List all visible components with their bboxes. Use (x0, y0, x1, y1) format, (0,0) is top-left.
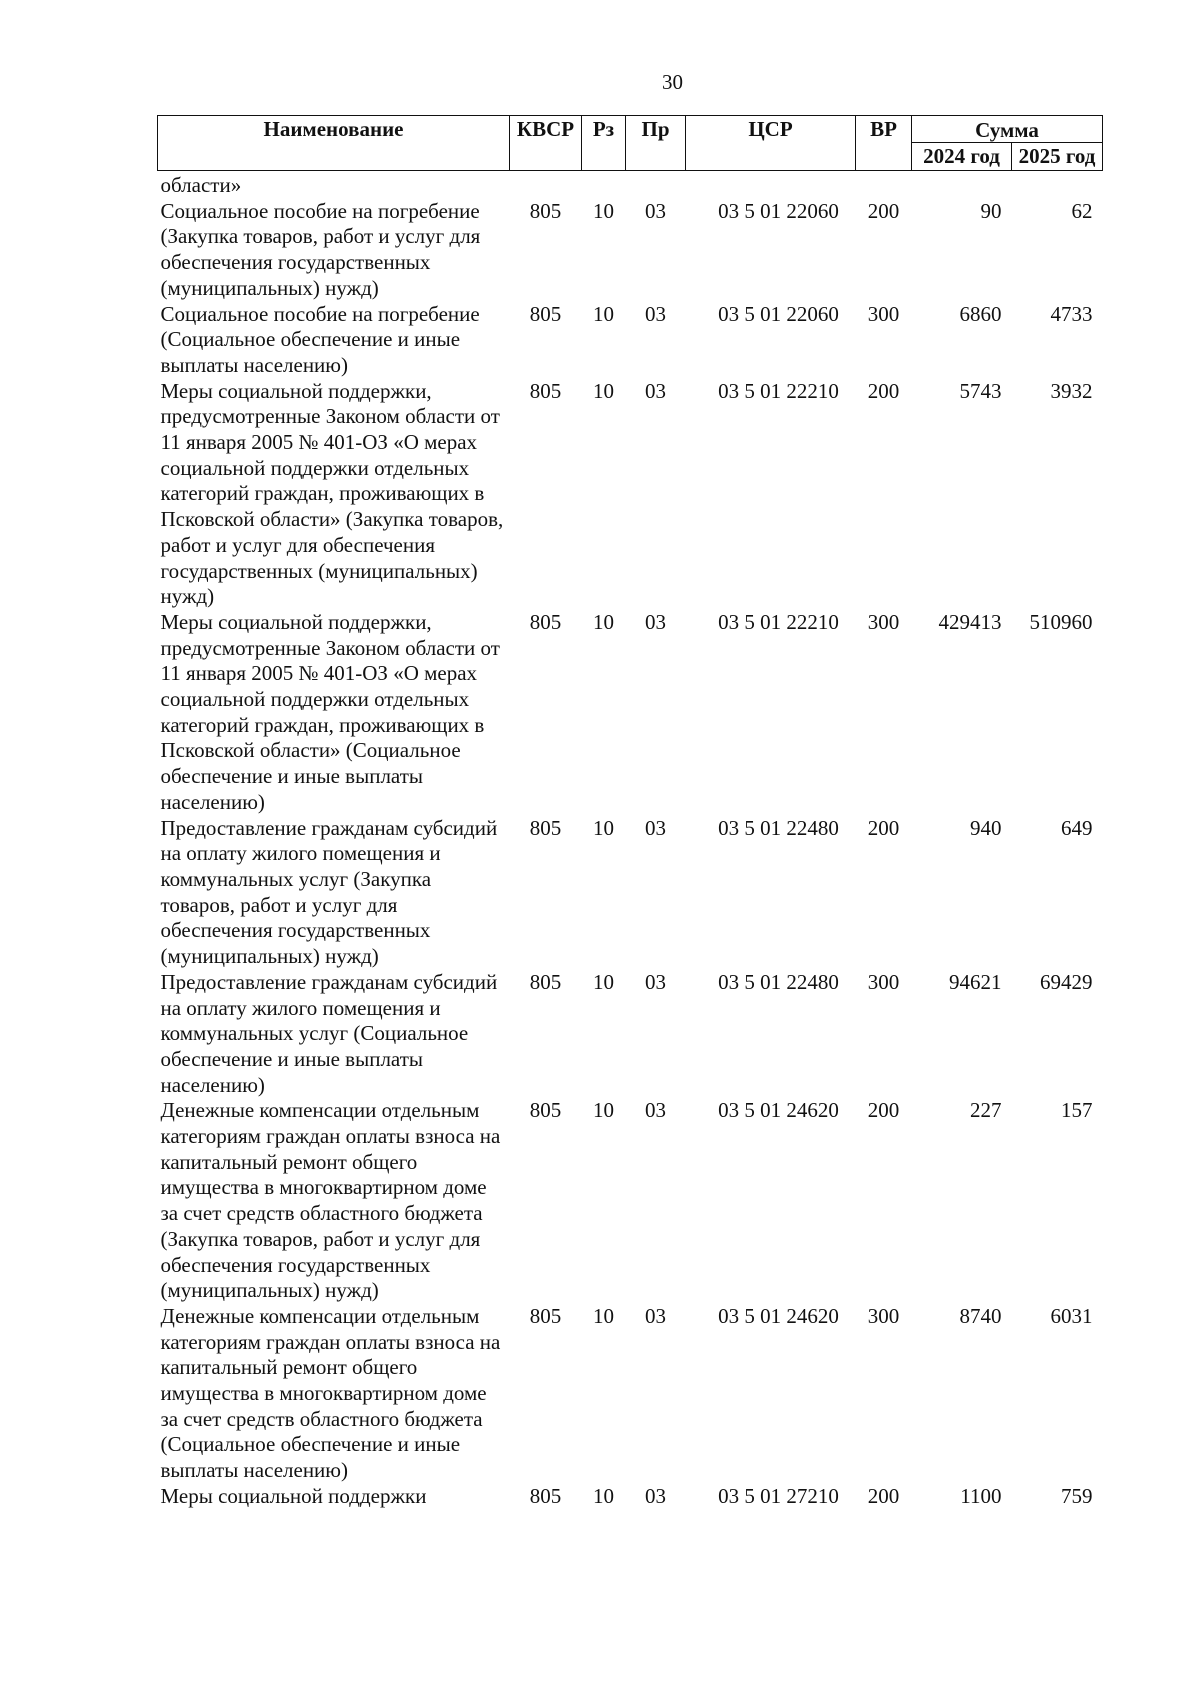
cell-pr: 03 (645, 1098, 666, 1123)
cell-csr: 03 5 01 22480 (718, 815, 839, 840)
cell-pr (626, 171, 686, 199)
cell-rz: 10 (593, 1098, 614, 1123)
cell-y2025: 6031 (1050, 1303, 1093, 1328)
cell-y2024: 1100 (960, 1483, 1002, 1508)
cell-y2025: 69429 (1040, 969, 1093, 994)
cell-pr: 03 (645, 1483, 666, 1508)
cell-name: Предоставление гражданам субсидий на оплату жилого помещения и коммунальных услуг (Социальное обеспечение и иные выплаты населению) (160, 969, 498, 1097)
cell-csr: 03 5 01 22060 (718, 198, 839, 223)
table-row (158, 816, 1103, 970)
cell-y2024: 8740 (959, 1303, 1002, 1328)
cell-y2024: 429413 (938, 609, 1002, 634)
page-number: 30 (662, 70, 683, 94)
cell-y2025: 62 (1071, 198, 1093, 223)
table-body (158, 171, 1103, 1510)
cell-y2025: 4733 (1050, 301, 1093, 326)
cell-kvsr: 805 (529, 1303, 562, 1328)
header-vr: ВР (856, 116, 912, 171)
cell-kvsr: 805 (529, 1098, 562, 1123)
cell-csr: 03 5 01 24620 (718, 1098, 839, 1123)
cell-csr: 03 5 01 22060 (718, 301, 839, 326)
cell-kvsr: 805 (529, 378, 562, 403)
cell-rz (582, 171, 626, 199)
table-row (158, 1098, 1103, 1304)
cell-rz: 10 (593, 1303, 614, 1328)
table-row (158, 379, 1103, 610)
header-year-2025: 2025 год (1012, 143, 1103, 171)
header-year-2024: 2024 год (912, 143, 1012, 171)
cell-pr: 03 (645, 969, 666, 994)
cell-vr: 200 (867, 1483, 900, 1508)
cell-vr: 300 (867, 969, 900, 994)
cell-y2024 (912, 171, 1012, 199)
cell-kvsr: 805 (529, 198, 562, 223)
cell-rz: 10 (593, 378, 614, 403)
cell-y2024: 90 (980, 198, 1002, 223)
cell-kvsr (510, 171, 582, 199)
cell-vr: 200 (867, 378, 900, 403)
cell-csr: 03 5 01 22480 (718, 969, 839, 994)
cell-rz: 10 (593, 815, 614, 840)
header-sum: Сумма (912, 116, 1103, 143)
cell-y2024: 6860 (959, 301, 1002, 326)
cell-csr (686, 171, 856, 199)
table-row (158, 610, 1103, 816)
cell-name: Меры социальной поддержки, предусмотренные Законом области от 11 января 2005 № 401-ОЗ «О мерах социальной поддержки отдельных категорий граждан, проживающих в Псковской области» (Социальное обеспечение и иные выплаты населению) (160, 609, 500, 814)
cell-y2024: 940 (970, 815, 1002, 840)
table-row (158, 970, 1103, 1099)
cell-y2025: 3932 (1050, 378, 1093, 403)
cell-rz: 10 (593, 301, 614, 326)
cell-name: Социальное пособие на погребение (Социальное обеспечение и иные выплаты населению) (160, 301, 480, 377)
cell-y2024: 94621 (949, 969, 1002, 994)
cell-rz: 10 (593, 198, 614, 223)
cell-y2025: 759 (1061, 1483, 1093, 1508)
cell-kvsr: 805 (529, 815, 562, 840)
header-csr: ЦСР (686, 116, 856, 171)
header-rz: Рз (582, 116, 626, 171)
table-row (158, 1304, 1103, 1484)
budget-table-container (157, 115, 1102, 1510)
cell-pr: 03 (645, 609, 666, 634)
cell-vr (856, 171, 912, 199)
cell-kvsr: 805 (529, 969, 562, 994)
cell-name: Денежные компенсации отдельным категориям граждан оплаты взноса на капитальный ремонт общего имущества в многоквартирном доме за счет средств областного бюджета (Социальное обеспечение и иные выплаты населению) (160, 1303, 501, 1483)
cell-y2025: 649 (1061, 815, 1093, 840)
table-row (158, 302, 1103, 379)
header-pr: Пр (626, 116, 686, 171)
table-header (158, 116, 1103, 171)
cell-name: Денежные компенсации отдельным категориям граждан оплаты взноса на капитальный ремонт общего имущества в многоквартирном доме за счет средств областного бюджета (Закупка товаров, работ и услуг для обеспечения государственных (муниципальных) нужд) (160, 1098, 501, 1303)
cell-csr: 03 5 01 24620 (718, 1303, 839, 1328)
cell-pr: 03 (645, 815, 666, 840)
cell-pr: 03 (645, 1303, 666, 1328)
cell-pr: 03 (645, 301, 666, 326)
cell-name: Меры социальной поддержки, предусмотренные Законом области от 11 января 2005 № 401-ОЗ «О мерах социальной поддержки отдельных категорий граждан, проживающих в Псковской области» (Закупка товаров, работ и услуг для обеспечения государственных (муниципальных) нужд) (160, 378, 504, 609)
table-row (158, 1484, 1103, 1510)
cell-vr: 200 (867, 198, 900, 223)
cell-name: области» (160, 173, 242, 197)
cell-rz: 10 (593, 1483, 614, 1508)
cell-kvsr: 805 (529, 1483, 562, 1508)
cell-pr: 03 (645, 378, 666, 403)
cell-name: Меры социальной поддержки (160, 1483, 427, 1508)
budget-table (157, 115, 1103, 1510)
cell-kvsr: 805 (529, 609, 562, 634)
cell-vr: 300 (867, 301, 900, 326)
cell-csr: 03 5 01 22210 (718, 378, 839, 403)
cell-rz: 10 (593, 609, 614, 634)
cell-y2025: 157 (1061, 1098, 1093, 1123)
header-name: Наименование (158, 116, 510, 171)
table-row (158, 171, 1103, 199)
cell-vr: 200 (867, 1098, 900, 1123)
table-row (158, 199, 1103, 302)
header-kvsr: КВСР (510, 116, 582, 171)
cell-kvsr: 805 (529, 301, 562, 326)
cell-vr: 300 (867, 609, 900, 634)
cell-vr: 300 (867, 1303, 900, 1328)
cell-pr: 03 (645, 198, 666, 223)
cell-y2024: 5743 (959, 378, 1002, 403)
cell-csr: 03 5 01 27210 (718, 1483, 839, 1508)
cell-y2025 (1012, 171, 1103, 199)
cell-y2025: 510960 (1029, 609, 1093, 634)
cell-name: Предоставление гражданам субсидий на оплату жилого помещения и коммунальных услуг (Закупка товаров, работ и услуг для обеспечения государственных (муниципальных) нужд) (160, 815, 498, 969)
cell-csr: 03 5 01 22210 (718, 609, 839, 634)
cell-y2024: 227 (970, 1098, 1002, 1123)
cell-rz: 10 (593, 969, 614, 994)
cell-name: Социальное пособие на погребение (Закупка товаров, работ и услуг для обеспечения государственных (муниципальных) нужд) (160, 198, 481, 300)
cell-vr: 200 (867, 815, 900, 840)
